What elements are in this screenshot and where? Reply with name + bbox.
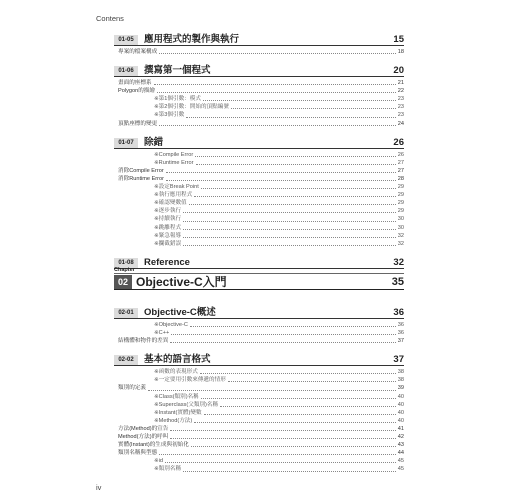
entry-page: 32 xyxy=(397,240,404,247)
page-number: iv xyxy=(96,483,102,492)
entry-text: ※第2個引數：開始的頂點編號 xyxy=(154,104,229,111)
entry-page: 38 xyxy=(397,369,404,376)
entry-page: 41 xyxy=(397,425,404,432)
toc-section xyxy=(114,307,404,345)
section-number-badge: 01-08 xyxy=(114,258,138,268)
entry-text: 專案的檔案構成 xyxy=(118,49,158,55)
entry-page: 29 xyxy=(397,200,404,207)
toc-subentry xyxy=(114,199,404,207)
entry-text: ※類別名稱 xyxy=(154,466,182,473)
chapter-number-badge: 02 xyxy=(114,275,132,289)
entry-text: ※函數的表現形式 xyxy=(154,369,198,376)
toc-entry xyxy=(114,441,404,449)
section-title: 基本的語言格式 xyxy=(144,354,211,366)
section-heading xyxy=(114,354,404,366)
leader-dots xyxy=(157,92,396,93)
section-page: 37 xyxy=(393,354,404,366)
toc-entry xyxy=(114,425,404,433)
entry-page: 45 xyxy=(397,458,404,465)
toc-section xyxy=(114,65,404,128)
entry-text: 類別名稱與型態 xyxy=(118,450,158,457)
toc-subentry xyxy=(114,393,404,401)
leader-dots xyxy=(183,245,396,246)
toc-section xyxy=(114,34,404,56)
leader-dots xyxy=(170,438,395,439)
entry-text: ※id xyxy=(154,458,164,465)
leader-dots xyxy=(170,430,395,431)
toc-subentry xyxy=(114,224,404,232)
entry-page: 18 xyxy=(397,49,404,55)
toc-entry xyxy=(114,449,404,457)
section-title: Objective-C概述 xyxy=(144,307,216,318)
toc-subentry xyxy=(114,111,404,119)
leader-dots xyxy=(165,462,396,463)
leader-dots xyxy=(183,212,396,213)
entry-page: 27 xyxy=(397,159,404,166)
section-title: Reference xyxy=(144,256,190,268)
leader-dots xyxy=(183,221,396,222)
leader-dots xyxy=(159,125,396,126)
leader-dots xyxy=(194,196,396,197)
entry-text: ※確認變數值 xyxy=(154,200,187,207)
entry-page: 37 xyxy=(397,338,404,345)
entry-page: 36 xyxy=(397,322,404,328)
entry-text: Polygon的描繪 xyxy=(118,88,155,95)
entry-text: ※Method(方法) xyxy=(154,417,193,424)
entry-text: 類別的定義 xyxy=(118,385,146,392)
leader-dots xyxy=(231,108,396,109)
section-page: 26 xyxy=(393,136,404,148)
entry-page: 21 xyxy=(397,80,404,87)
section-title: 應用程式的製作與執行 xyxy=(144,34,240,45)
leader-dots xyxy=(170,342,395,343)
section-heading xyxy=(114,307,404,319)
section-page: 15 xyxy=(393,34,404,45)
toc-subentry xyxy=(114,159,404,167)
section-heading xyxy=(114,65,404,77)
leader-dots xyxy=(204,414,396,415)
chapter-title: Objective-C入門 xyxy=(136,275,227,289)
section-page: 36 xyxy=(393,307,404,318)
toc-entry xyxy=(114,120,404,128)
leader-dots xyxy=(190,326,396,327)
toc-subentry xyxy=(114,368,404,376)
entry-page: 30 xyxy=(397,216,404,223)
section-number-badge: 02-01 xyxy=(114,308,138,318)
entry-page: 24 xyxy=(397,120,404,127)
section-number-badge: 01-05 xyxy=(114,35,138,45)
entry-page: 23 xyxy=(397,112,404,119)
toc-top xyxy=(114,34,404,278)
entry-page: 40 xyxy=(397,401,404,408)
entry-text: ※Compile Error xyxy=(154,151,194,158)
entry-text: ※第3個引數 xyxy=(154,112,185,119)
section-title: 撰寫第一個程式 xyxy=(144,65,211,77)
toc-bottom xyxy=(114,307,404,483)
toc-subentry xyxy=(114,183,404,191)
leader-dots xyxy=(201,188,396,189)
entry-page: 42 xyxy=(397,434,404,441)
leader-dots xyxy=(196,164,396,165)
entry-text: 畫面的座標系 xyxy=(118,80,152,87)
leader-dots xyxy=(171,334,396,335)
entry-page: 39 xyxy=(397,385,404,392)
leader-dots xyxy=(159,53,396,54)
leader-dots xyxy=(189,204,396,205)
entry-page: 43 xyxy=(397,442,404,449)
toc-subentry xyxy=(114,321,404,329)
section-number-badge: 02-02 xyxy=(114,355,138,365)
toc-entry xyxy=(114,167,404,175)
entry-page: 27 xyxy=(397,167,404,174)
toc-section xyxy=(114,354,404,473)
leader-dots xyxy=(203,100,396,101)
leader-dots xyxy=(186,117,396,118)
entry-text: ※Superclass(父類別)名稱 xyxy=(154,401,219,408)
entry-page: 44 xyxy=(397,450,404,457)
section-number-badge: 01-06 xyxy=(114,66,138,76)
toc-entry xyxy=(114,79,404,87)
chapter-heading xyxy=(114,267,404,290)
section-page: 20 xyxy=(393,65,404,77)
chapter-page: 35 xyxy=(391,275,404,288)
entry-text: ※跳離程式 xyxy=(154,224,182,231)
entry-page: 28 xyxy=(397,175,404,182)
toc-subentry xyxy=(114,465,404,473)
entry-page: 36 xyxy=(397,330,404,337)
toc-entry xyxy=(114,87,404,95)
toc-subentry xyxy=(114,207,404,215)
entry-page: 38 xyxy=(397,377,404,384)
toc-entry xyxy=(114,337,404,345)
entry-text: ※持續執行 xyxy=(154,216,182,223)
entry-page: 22 xyxy=(397,88,404,95)
entry-text: ※第1個引數：模式 xyxy=(154,96,201,103)
entry-text: ※緊急報導 xyxy=(154,232,182,239)
entry-text: ※Instant(實體)變數 xyxy=(154,409,202,416)
toc-subentry xyxy=(114,457,404,465)
leader-dots xyxy=(166,172,396,173)
toc-subentry xyxy=(114,103,404,111)
entry-text: 消除Runtime Error xyxy=(118,175,165,182)
leader-dots xyxy=(228,381,396,382)
toc-entry xyxy=(114,384,404,392)
entry-page: 23 xyxy=(397,96,404,103)
entry-text: 方法(Method)的宣告 xyxy=(118,425,169,432)
toc-subentry xyxy=(114,329,404,337)
entry-text: ※Objective-C xyxy=(154,322,188,328)
entry-text: ※Class(類別)名稱 xyxy=(154,393,199,400)
entry-text: ※攔截錯誤 xyxy=(154,240,182,247)
toc-subentry xyxy=(114,191,404,199)
toc-subentry xyxy=(114,240,404,248)
toc-entry xyxy=(114,48,404,56)
entry-page: 45 xyxy=(397,466,404,473)
entry-page: 29 xyxy=(397,208,404,215)
entry-page: 23 xyxy=(397,104,404,111)
entry-page: 32 xyxy=(397,232,404,239)
leader-dots xyxy=(183,471,396,472)
leader-dots xyxy=(191,446,396,447)
leader-dots xyxy=(148,390,396,391)
section-heading xyxy=(114,34,404,46)
chapter-bar xyxy=(114,273,404,290)
entry-page: 26 xyxy=(397,151,404,158)
section-number-badge: 01-07 xyxy=(114,138,138,148)
entry-page: 29 xyxy=(397,184,404,191)
toc-subentry xyxy=(114,401,404,409)
entry-text: ※一定要用引數來傳遞的情形 xyxy=(154,377,226,384)
entry-text: ※C++ xyxy=(154,330,170,337)
section-title: 除錯 xyxy=(144,136,164,148)
leader-dots xyxy=(220,406,396,407)
toc-subentry xyxy=(114,215,404,223)
leader-dots xyxy=(183,229,396,230)
entry-page: 40 xyxy=(397,417,404,424)
toc-entry xyxy=(114,433,404,441)
toc-section xyxy=(114,137,404,248)
entry-text: ※逐步執行 xyxy=(154,208,182,215)
toc-subentry xyxy=(114,417,404,425)
entry-page: 30 xyxy=(397,224,404,231)
section-page: 32 xyxy=(393,256,404,268)
toc-subentry xyxy=(114,151,404,159)
toc-subentry xyxy=(114,409,404,417)
running-header: Contens xyxy=(96,14,124,23)
leader-dots xyxy=(195,156,396,157)
chapter-label: Chapter xyxy=(114,267,135,273)
entry-text: Method(方法)的呼叫 xyxy=(118,434,169,441)
leader-dots xyxy=(154,84,396,85)
leader-dots xyxy=(183,237,396,238)
toc-subentry xyxy=(114,376,404,384)
leader-dots xyxy=(159,454,396,455)
entry-text: ※Runtime Error xyxy=(154,159,194,166)
leader-dots xyxy=(201,398,396,399)
entry-page: 29 xyxy=(397,192,404,199)
entry-text: 消除Compile Error xyxy=(118,167,164,174)
leader-dots xyxy=(166,180,396,181)
section-heading xyxy=(114,137,404,149)
entry-text: 實體(Instant)的生成與初始化 xyxy=(118,442,189,449)
toc-subentry xyxy=(114,232,404,240)
toc-subentry xyxy=(114,95,404,103)
entry-text: ※執行應用程式 xyxy=(154,192,193,199)
leader-dots xyxy=(200,373,396,374)
toc-entry xyxy=(114,175,404,183)
entry-text: 頂點座標的變更 xyxy=(118,120,158,127)
leader-dots xyxy=(194,422,396,423)
entry-page: 40 xyxy=(397,393,404,400)
entry-page: 40 xyxy=(397,409,404,416)
entry-text: ※設定Break Point xyxy=(154,184,199,191)
entry-text: 結構體和物件的差異 xyxy=(118,338,169,345)
